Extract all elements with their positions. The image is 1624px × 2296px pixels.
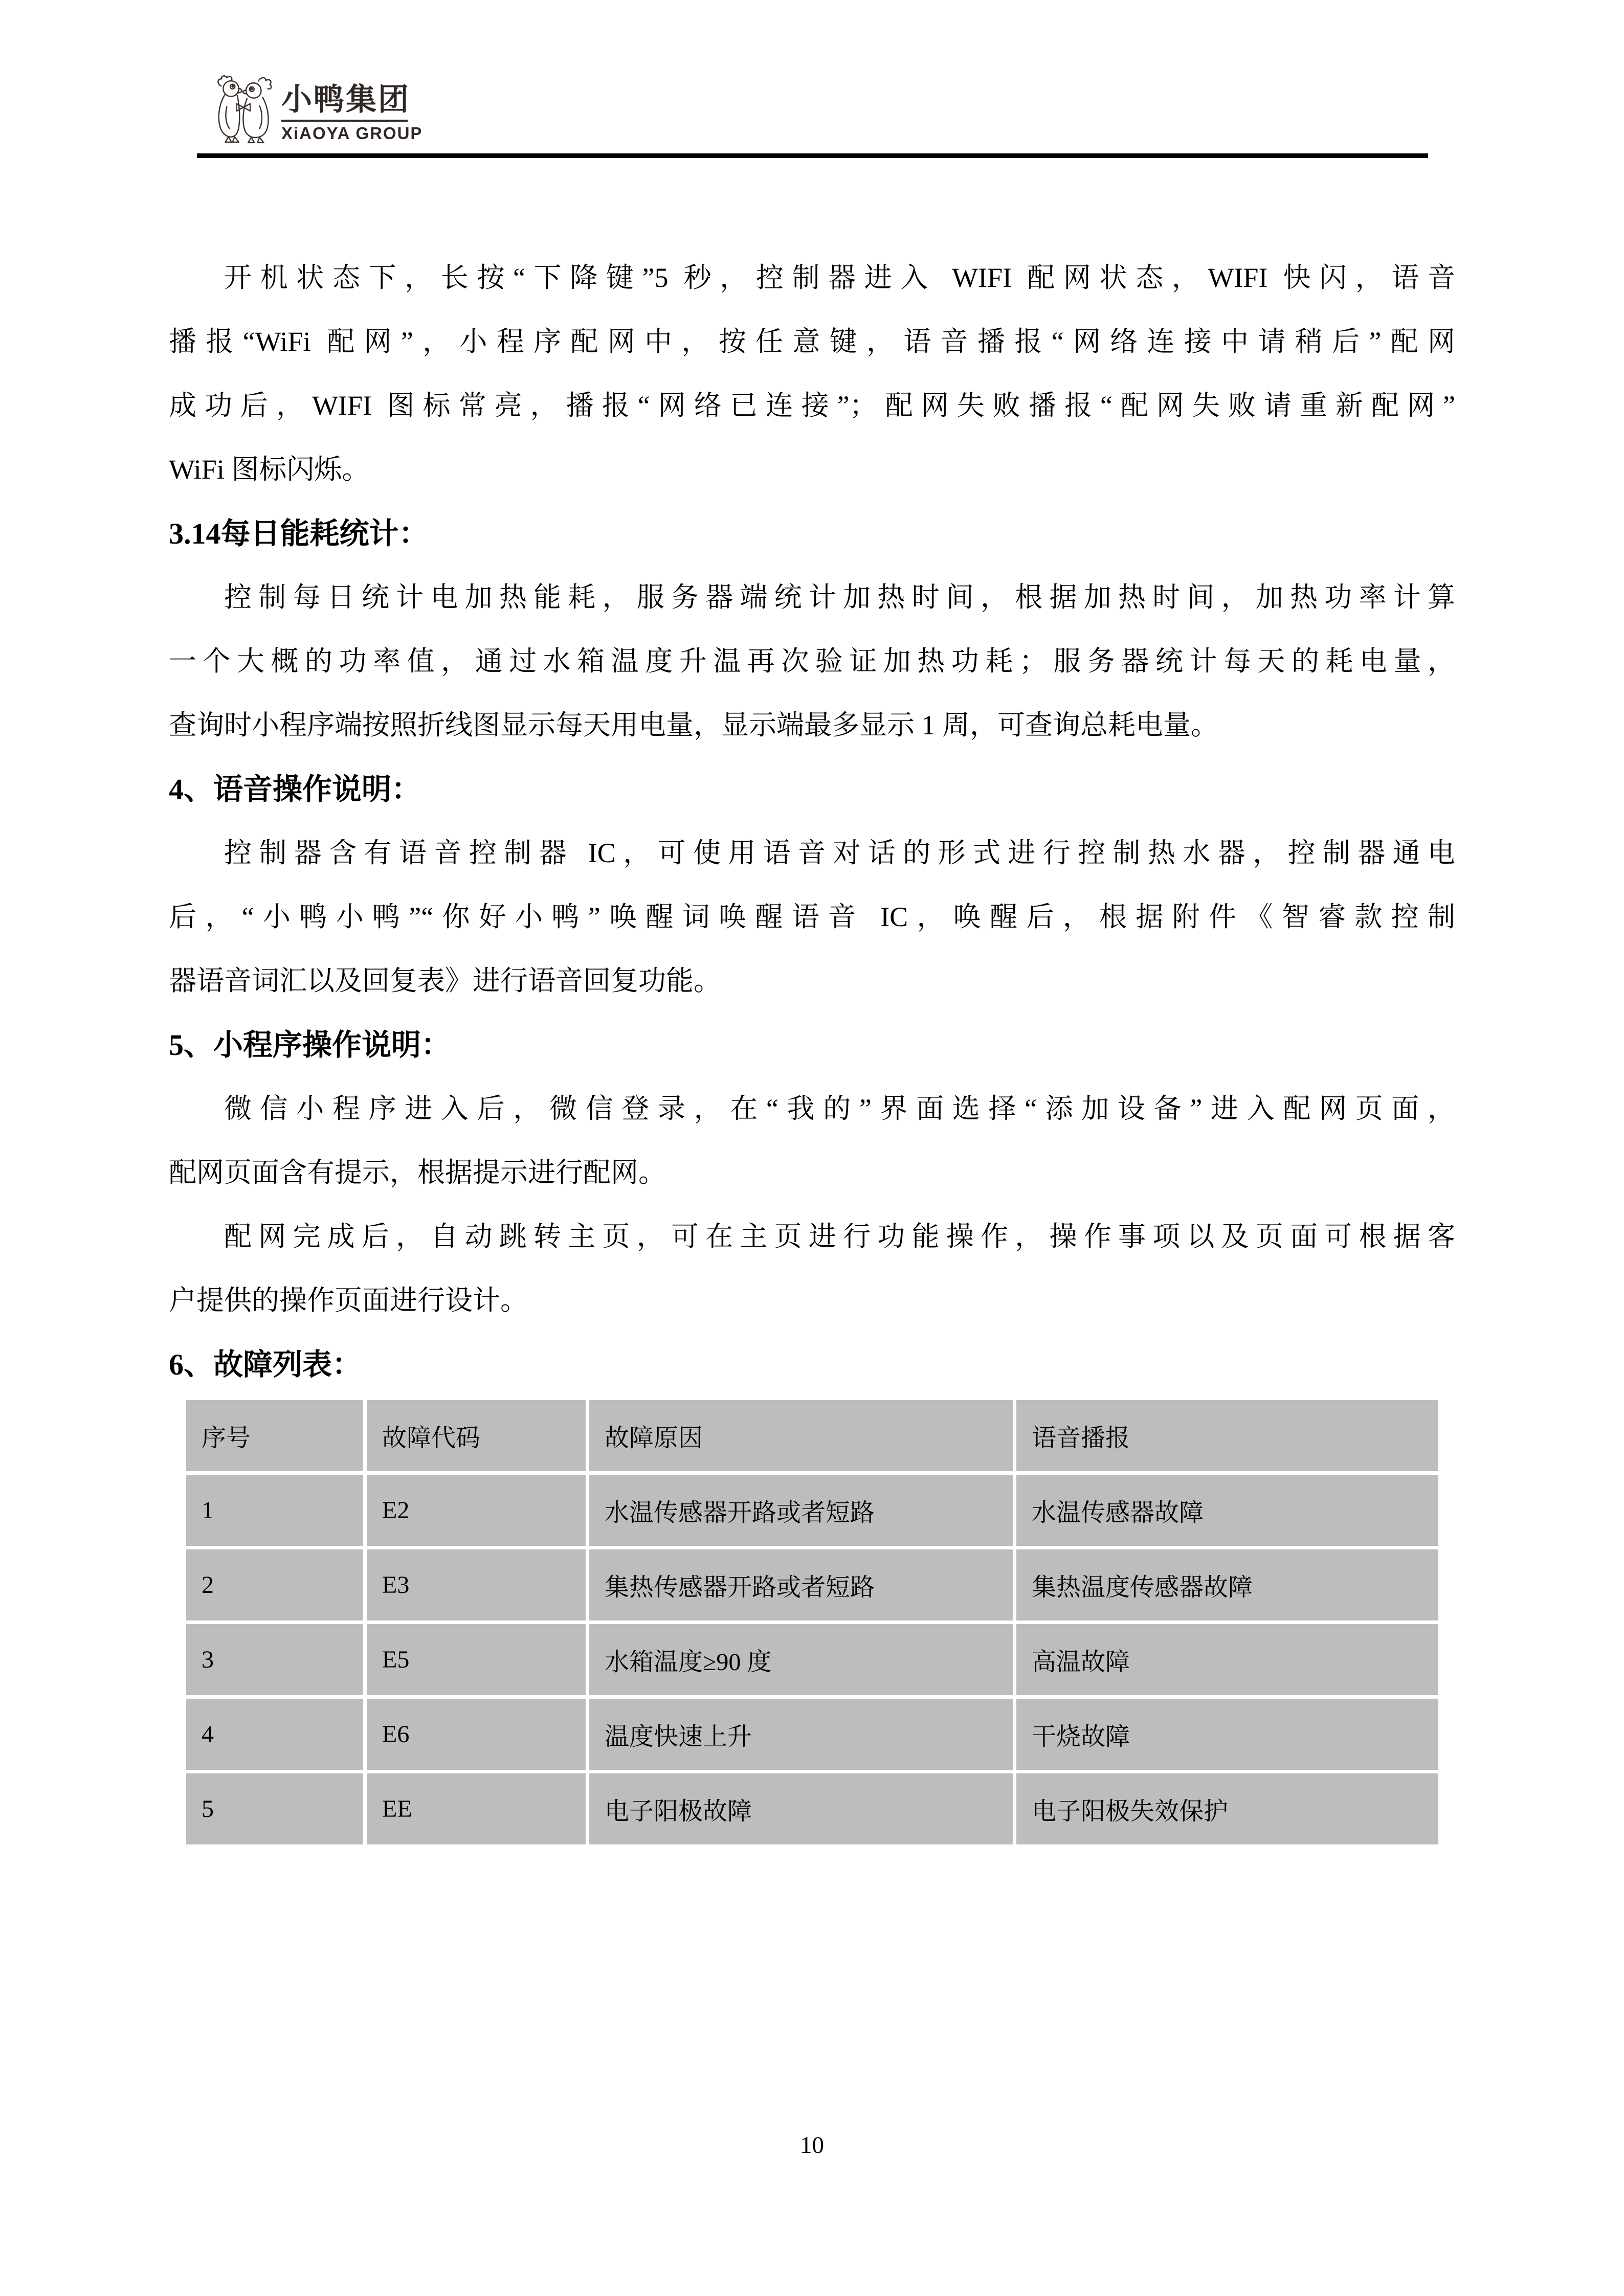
logo-text-block <box>281 84 422 142</box>
logo-divider-line <box>281 120 408 122</box>
fault-table-header-row <box>185 1399 1440 1473</box>
section-heading-4: 4、语音操作说明： <box>169 773 421 806</box>
body-line: 控制每日统计电加热能耗，服务器端统计加热时间，根据加热时间，加热功率计算 <box>224 582 1455 613</box>
brand-name-chinese: 小鸭集团 <box>281 82 410 117</box>
company-logo <box>214 75 422 144</box>
body-line: 查询时小程序端按照折线图显示每天用电量，显示端最多显示 1 周，可查询总耗电量。 <box>169 710 1218 740</box>
column-header-code: 故障代码 <box>365 1399 588 1473</box>
paragraph-energy-statistics <box>169 566 1455 757</box>
cell-index: 1 <box>185 1473 365 1548</box>
column-header-index: 序号 <box>185 1399 365 1473</box>
cell-cause: 水箱温度≥90 度 <box>588 1623 1015 1697</box>
cell-index: 5 <box>185 1772 365 1847</box>
document-body <box>169 246 1455 1848</box>
cell-code: E3 <box>365 1548 588 1623</box>
cell-code: E2 <box>365 1473 588 1548</box>
body-line: 成功后，WIFI 图标常亮，播报“网络已连接”；配网失败播报“配网失败请重新配网” <box>169 390 1455 421</box>
section-heading-6: 6、故障列表： <box>169 1348 362 1381</box>
fault-list-table <box>183 1397 1442 1848</box>
cell-code: E6 <box>365 1697 588 1772</box>
header-horizontal-rule <box>197 153 1428 158</box>
cell-code: EE <box>365 1772 588 1847</box>
body-line: 微信小程序进入后，微信登录，在“我的”界面选择“添加设备”进入配网页面， <box>224 1093 1455 1124</box>
brand-name-english: XiAOYA GROUP <box>281 124 423 143</box>
body-line: 开机状态下，长按“下降键”5 秒，控制器进入 WIFI 配网状态，WIFI 快闪，语音 <box>224 262 1455 293</box>
section-heading-3-14: 3.14每日能耗统计： <box>169 517 429 550</box>
table-row <box>185 1623 1440 1697</box>
body-line: WiFi 图标闪烁。 <box>169 454 370 485</box>
cell-code: E5 <box>365 1623 588 1697</box>
paragraph-wifi-pairing <box>169 246 1455 502</box>
cell-voice: 干烧故障 <box>1015 1697 1440 1772</box>
body-line: 后，“小鸭小鸭”“你好小鸭”唤醒词唤醒语音 IC，唤醒后，根据附件《智睿款控制 <box>169 902 1455 932</box>
table-row <box>185 1473 1440 1548</box>
paragraph-miniprogram-login <box>169 1077 1455 1205</box>
body-line: 户提供的操作页面进行设计。 <box>169 1285 528 1316</box>
body-line: 播报“WiFi 配网”，小程序配网中，按任意键，语音播报“网络连接中请稍后”配网 <box>169 326 1455 357</box>
cell-index: 2 <box>185 1548 365 1623</box>
cell-cause: 电子阳极故障 <box>588 1772 1015 1847</box>
cell-index: 3 <box>185 1623 365 1697</box>
cell-voice: 电子阳极失效保护 <box>1015 1772 1440 1847</box>
cell-cause: 集热传感器开路或者短路 <box>588 1548 1015 1623</box>
cell-voice: 集热温度传感器故障 <box>1015 1548 1440 1623</box>
paragraph-voice-operation <box>169 821 1455 1013</box>
body-line: 配网完成后，自动跳转主页，可在主页进行功能操作，操作事项以及页面可根据客 <box>224 1221 1455 1252</box>
column-header-voice: 语音播报 <box>1015 1399 1440 1473</box>
table-row <box>185 1548 1440 1623</box>
cell-voice: 高温故障 <box>1015 1623 1440 1697</box>
table-row <box>185 1697 1440 1772</box>
body-line: 配网页面含有提示，根据提示进行配网。 <box>169 1157 666 1188</box>
cell-voice: 水温传感器故障 <box>1015 1473 1440 1548</box>
cell-cause: 温度快速上升 <box>588 1697 1015 1772</box>
cell-cause: 水温传感器开路或者短路 <box>588 1473 1015 1548</box>
page-number: 10 <box>800 2132 824 2158</box>
body-line: 控制器含有语音控制器 IC，可使用语音对话的形式进行控制热水器，控制器通电 <box>224 838 1455 868</box>
paragraph-miniprogram-homepage <box>169 1205 1455 1333</box>
table-row <box>185 1772 1440 1847</box>
body-line: 一个大概的功率值，通过水箱温度升温再次验证加热功耗；服务器统计每天的耗电量， <box>169 646 1455 677</box>
column-header-cause: 故障原因 <box>588 1399 1015 1473</box>
section-heading-5: 5、小程序操作说明： <box>169 1028 451 1062</box>
body-line: 器语音词汇以及回复表》进行语音回复功能。 <box>169 965 721 996</box>
duck-mascots-logo-art <box>214 75 276 144</box>
cell-index: 4 <box>185 1697 365 1772</box>
